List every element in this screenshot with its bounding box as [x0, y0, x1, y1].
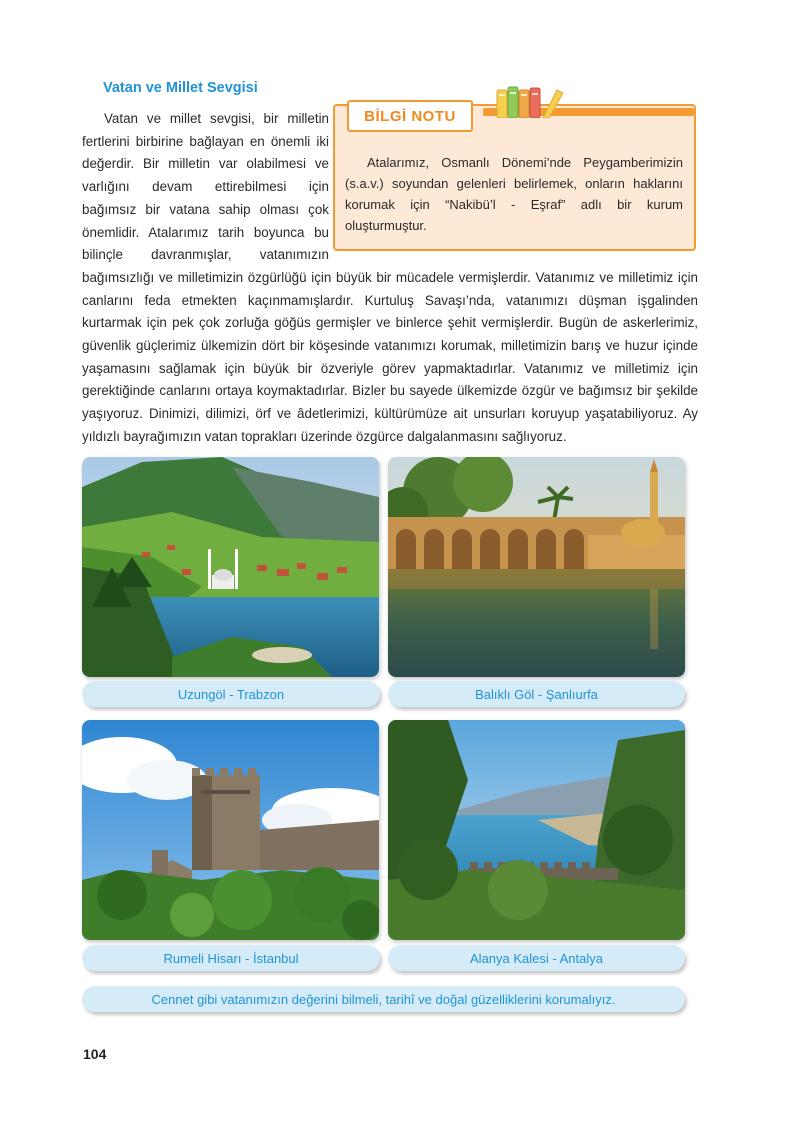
photo-rumeli-hisari: [82, 720, 379, 940]
caption-alanya-kalesi: Alanya Kalesi - Antalya: [388, 945, 685, 971]
info-note: [333, 104, 696, 251]
fortress-tower-photo: [82, 720, 379, 940]
coast-castle-photo: [388, 720, 685, 940]
section-title: Vatan ve Millet Sevgisi: [103, 80, 258, 96]
page-number: 104: [83, 1046, 107, 1062]
info-note-title: BİLGİ NOTU: [347, 100, 473, 132]
info-note-text-block: [345, 152, 683, 236]
caption-uzungol: Uzungöl - Trabzon: [82, 681, 380, 707]
photo-uzungol: [82, 457, 379, 677]
photo-alanya-kalesi: [388, 720, 685, 940]
info-note-text: Atalarımız, Osmanlı Dönemi’nde Peygamberimizin (s.a.v.) soyundan gelenleri belirlemek, onların haklarını korumak için “Nakibü’l - Eşraf” adlı bir kurum oluşturmuştur.: [345, 155, 683, 233]
footer-message: Cennet gibi vatanımızın değerini bilmeli, tarihî ve doğal güzelliklerini korumalıyız.: [82, 986, 685, 1012]
books-icon: [495, 84, 565, 118]
caption-rumeli-hisari: Rumeli Hisarı - İstanbul: [82, 945, 380, 971]
photo-balikli-gol: [388, 457, 685, 677]
caption-balikli-gol: Balıklı Göl - Şanlıurfa: [388, 681, 685, 707]
lake-mountain-mosque-photo: [82, 457, 379, 677]
pool-mosque-photo: [388, 457, 685, 677]
main-paragraph: Vatan ve millet sevgisi, bir milletin fertlerini birbirine bağlayan en önemli iki değerdir. Bir milletin var olabilmesi ve varlığını devam ettirebilmesi için bağımsız bir vatana sahip olması çok önemlidir. Atalarımız tarih boyunca bu bilinçle davranmışlar, vatanımızın bağımsızlığı ve milletimizin özgürlüğü için büyük bir mücadele vermişlerdir. Vatanımız ve milletimiz için canlarını feda etmekten kaçınmamışlardır. Kurtuluş Savaşı’nda, vatanımızı düşman işgalinden kurtarmak için pek çok zorluğa göğüs germişler ve binlerce şehit vermişlerdir. Bugün de askerlerimiz, güvenlik güçlerimiz ülkemizin dört bir köşesinde vatanımızı korumak, milletimizin barış ve huzur içinde yaşamasını sağlamak için büyük bir özveriyle görev yapmaktadırlar. Vatanımız ve milletimiz için gerektiğinde canlarını ortaya koymaktadırlar. Bizler bu sayede ülkemizde özgür ve bağımsız bir şekilde yaşıyoruz. Dinimizi, dilimizi, örf ve âdetlerimizi, kültürümüze ait unsurları koruyup yaşatabiliyoruz. Ay yıldızlı bayrağımızın vatan toprakları üzerinde özgürce dalgalanmasını sağlıyoruz.: [82, 111, 698, 444]
